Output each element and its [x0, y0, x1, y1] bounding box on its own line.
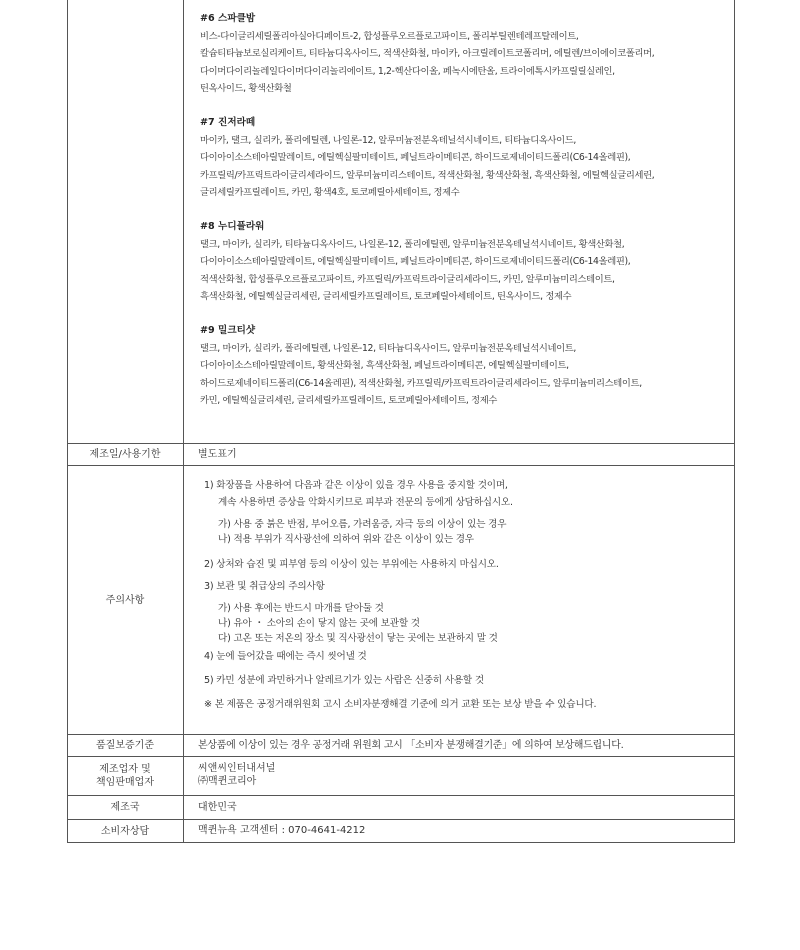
manufacturer-name: 씨앤씨인터내셔널 — [198, 763, 276, 774]
manufacture-date-value: 별도표기 — [198, 449, 237, 460]
section-title: #9 밀크티샷 — [200, 324, 256, 336]
ingredient-line: 탤크, 마이카, 실리카, 티타늄디옥사이드, 나일론-12, 폴리에틸렌, 알루미늄전분옥테닐석시네이트, 황색산화철, — [200, 238, 625, 250]
ingredient-line: 적색산화철, 합성플루오르플로고파이트, 카프릴릭/카프릭트라이글리세라이드, 카민, 알루미늄미리스테이트, — [200, 273, 615, 285]
warranty-label: 품질보증기준 — [96, 740, 154, 751]
caution-subitem: 나) 유아 ・ 소아의 손이 닿지 않는 곳에 보관할 것 — [218, 618, 420, 629]
ingredient-line: 다이아이소스테아릴말레이트, 황색산화철, 흑색산화철, 페닐트라이메티콘, 에틸헥실팔미테이트, — [200, 360, 569, 372]
table-bottom-border — [67, 842, 735, 843]
ingredient-line: 하이드로제네이티드폴리(C6-14올레핀), 적색산화철, 카프릴릭/카프릭트라이글리세라이드, 알루미늄미리스테이트, — [200, 377, 642, 389]
caution-subitem: 나) 적용 부위가 직사광선에 의하여 위와 같은 이상이 있는 경우 — [218, 534, 474, 545]
manufacturer-value — [198, 762, 275, 788]
manufacturer-label — [67, 757, 183, 795]
country-label: 제조국 — [110, 802, 140, 813]
consumer-value: 맥퀸뉴욕 고객센터 : 070-4641-4212 — [198, 825, 366, 836]
ingredient-section — [200, 114, 730, 202]
ingredient-line: 틴옥사이드, 황색산화철 — [200, 83, 292, 95]
ingredient-section — [200, 218, 730, 306]
caution-item: 2) 상처와 습진 및 피부염 등의 이상이 있는 부위에는 사용하지 마십시오. — [204, 559, 499, 570]
ingredient-section — [200, 322, 730, 410]
ingredient-line: 카민, 에틸헥실글리세린, 글리세릴카프릴레이트, 토코페릴아세테이트, 정제수 — [200, 395, 498, 407]
manufacturer-label-line: 제조업자 및 — [99, 764, 151, 775]
seller-name: ㈜맥퀸코리아 — [198, 776, 257, 787]
cautions-label: 주의사항 — [105, 594, 145, 606]
section-title: #8 누디플라워 — [200, 220, 265, 232]
caution-item: 1) 화장품을 사용하여 다음과 같은 이상이 있을 경우 사용을 중지할 것이며, — [204, 480, 508, 491]
caution-item: 3) 보관 및 취급상의 주의사항 — [204, 581, 325, 592]
manufacture-date-label: 제조일/사용기한 — [89, 449, 161, 460]
ingredient-line: 다이아이소스테아릴말레이트, 에틸헥실팔미테이트, 페닐트라이메티콘, 하이드로제네이티드폴리(C6-14올레핀), — [200, 256, 631, 268]
ingredient-section — [200, 10, 730, 98]
ingredient-line: 다이머다이리놀레일다이머다이리놀리에이트, 1,2-헥산다이올, 페녹시에탄올, 트라이에톡시카프릴릴실레인, — [200, 65, 615, 77]
ingredient-line: 다이아이소스테아릴말레이트, 에틸헥실팔미테이트, 페닐트라이메티콘, 하이드로제네이티드폴리(C6-14올레핀), — [200, 152, 631, 164]
caution-subitem: 다) 고온 또는 저온의 장소 및 직사광선이 닿는 곳에는 보관하지 말 것 — [218, 633, 498, 644]
section-title: #6 스파클밤 — [200, 13, 256, 24]
caution-item-continued: 계속 사용하면 증상을 악화시키므로 피부과 전문의 등에게 상담하십시오. — [218, 497, 513, 508]
caution-note: ※ 본 제품은 공정거래위원회 고시 소비자분쟁해결 기준에 의거 교환 또는 보상 받을 수 있습니다. — [204, 699, 597, 710]
warranty-value: 본상품에 이상이 있는 경우 공정거래 위원회 고시 「소비자 분쟁해결기준」에 의하여 보상해드립니다. — [198, 740, 624, 751]
ingredient-line: 탤크, 마이카, 실리카, 폴리에틸렌, 나일론-12, 티타늄디옥사이드, 알루미늄전분옥테닐석시네이트, — [200, 342, 576, 354]
ingredient-line: 칼슘티타늄보로실리케이트, 티타늄디옥사이드, 적색산화철, 마이카, 아크릴레이트코폴리머, 에틸렌/브이에이코폴리머, — [200, 48, 655, 60]
caution-item: 4) 눈에 들어갔을 때에는 즉시 씻어낼 것 — [204, 651, 367, 662]
manufacturer-label-line: 책임판매업자 — [96, 777, 154, 788]
column-divider — [183, 0, 184, 843]
caution-subitem: 가) 사용 후에는 반드시 마개를 닫아둘 것 — [218, 603, 384, 614]
product-info-table — [67, 0, 735, 843]
ingredient-line: 흑색산화철, 에틸헥실글리세린, 글리세릴카프릴레이트, 토코페릴아세테이트, 틴옥사이드, 정제수 — [200, 291, 572, 303]
consumer-label: 소비자상담 — [100, 825, 150, 837]
country-value: 대한민국 — [198, 802, 237, 813]
section-title: #7 진저라떼 — [200, 116, 256, 128]
ingredients-list — [200, 10, 730, 426]
caution-item: 5) 카민 성분에 과민하거나 알레르기가 있는 사람은 신중히 사용할 것 — [204, 675, 484, 686]
ingredient-line: 카프릴릭/카프릭트라이글리세라이드, 알루미늄미리스테이트, 적색산화철, 황색산화철, 흑색산화철, 에틸헥실글리세린, — [200, 169, 655, 181]
table-right-border — [734, 0, 735, 843]
ingredient-line: 글리세릴카프릴레이트, 카민, 황색4호, 토코페릴아세테이트, 정제수 — [200, 187, 460, 199]
ingredient-line: 비스-다이글리세릴폴리아실아디페이트-2, 합성플루오르플로고파이트, 폴리부틸렌테레프탈레이트, — [200, 30, 579, 42]
caution-subitem: 가) 사용 중 붉은 반점, 부어오름, 가려움증, 자극 등의 이상이 있는 경우 — [218, 519, 507, 530]
ingredient-line: 마이카, 탤크, 실리카, 폴리에틸렌, 나일론-12, 알루미늄전분옥테닐석시네이트, 티타늄디옥사이드, — [200, 134, 576, 146]
